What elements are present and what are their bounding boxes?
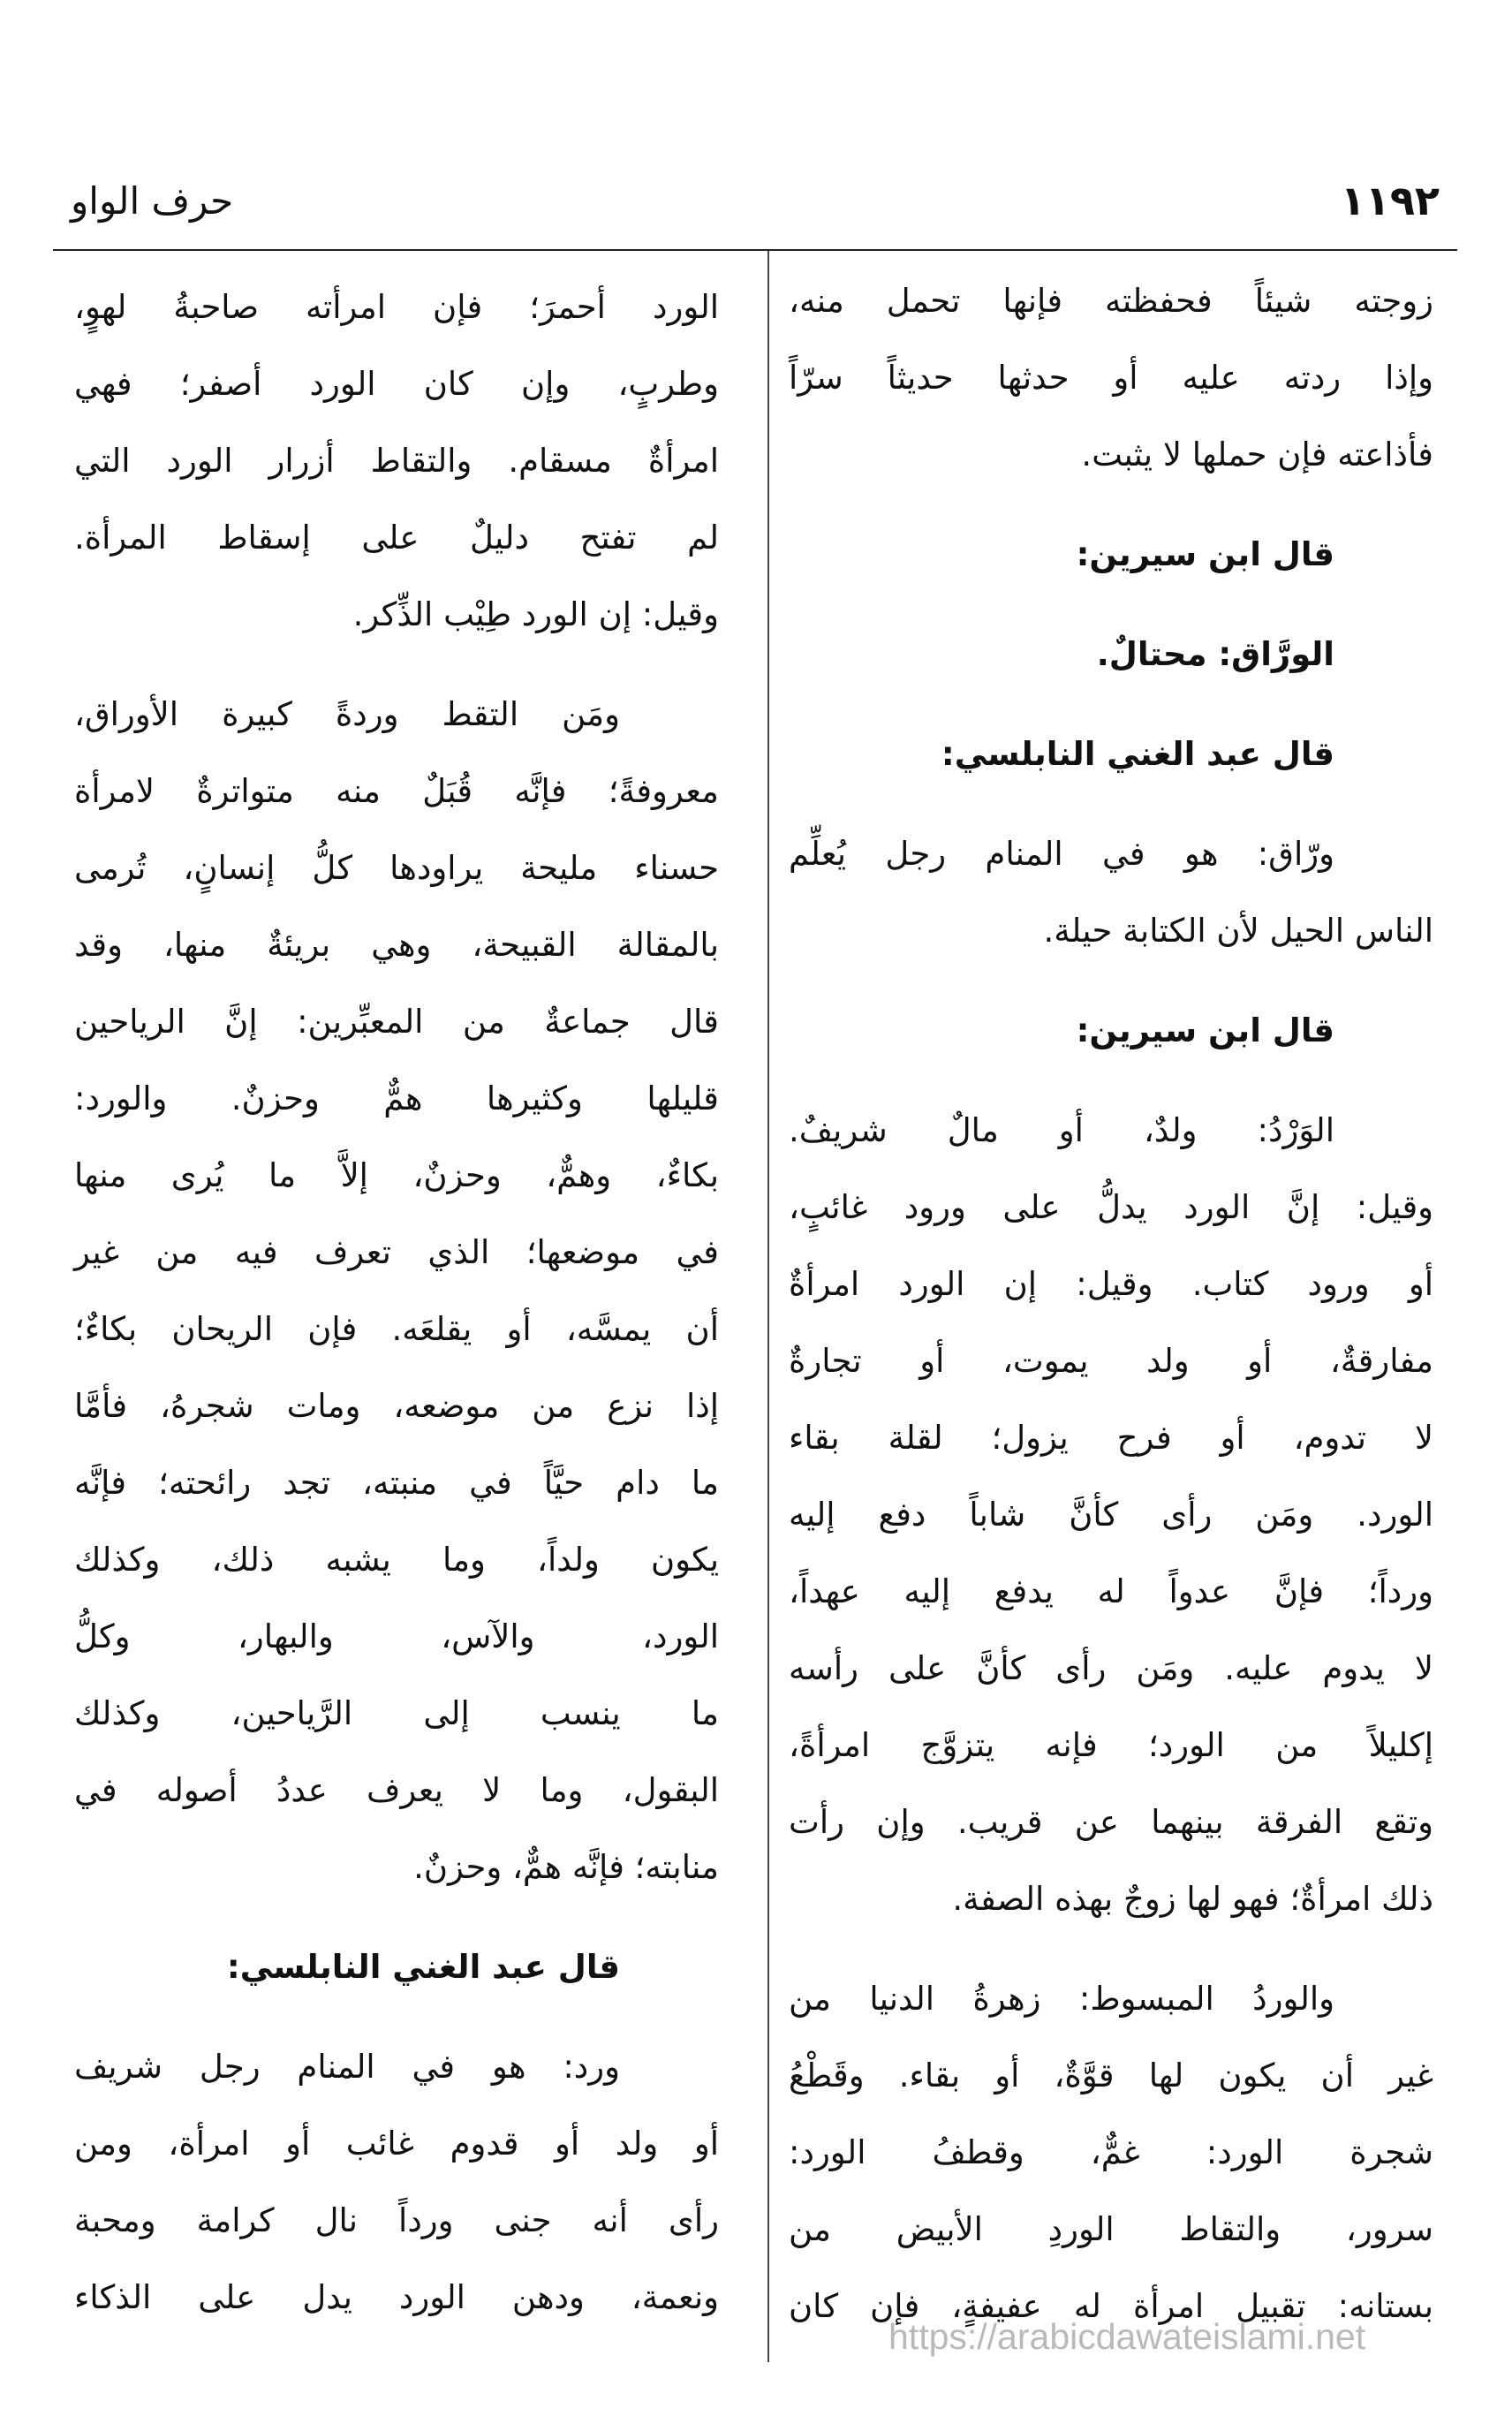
text-line: لا تدوم، أو فرح يزول؛ لقلة بقاء xyxy=(789,1419,1433,1457)
text-line: الوَرْدُ: ولدٌ، أو مالٌ شريفٌ. xyxy=(789,1111,1334,1149)
text-line: بالمقالة القبيحة، وهي بريئةٌ منها، وقد xyxy=(74,926,719,964)
text-line: الورد أحمرَ؛ فإن امرأته صاحبةُ لهوٍ، xyxy=(74,288,719,326)
text-line: امرأةٌ مسقام. والتقاط أزرار الورد التي xyxy=(74,442,719,480)
text-line: ما ينسب إلى الرَّياحين، وكذلك xyxy=(74,1694,719,1732)
heading-text: قال ابن سيرين: xyxy=(1076,535,1334,573)
text-line: إكليلاً من الورد؛ فإنه يتزوَّج امرأةً، xyxy=(789,1726,1433,1764)
text-line: وقيل: إنَّ الورد يدلُّ على ورود غائبٍ، xyxy=(789,1188,1433,1226)
paragraph xyxy=(789,262,1433,493)
text-line: ومَن التقط وردةً كبيرة الأوراق، xyxy=(74,695,620,733)
section-heading xyxy=(789,516,1433,593)
text-line: قال جماعةٌ من المعبِّرين: إنَّ الرياحين xyxy=(74,1003,719,1041)
text-line: أو ولد أو قدوم غائب أو امرأة، ومن xyxy=(74,2125,719,2163)
section-heading xyxy=(789,992,1433,1069)
text-line: ورداً؛ فإنَّ عدواً له يدفع إليه عهداً، xyxy=(789,1572,1433,1610)
text-line: سرور، والتقاط الوردِ الأبيض من xyxy=(789,2210,1433,2248)
text-line: يكون ولداً، وما يشبه ذلك، وكذلك xyxy=(74,1541,719,1579)
text-line: في موضعها؛ الذي تعرف فيه من غير xyxy=(74,1233,719,1271)
text-line: زوجته شيئاً فحفظته فإنها تحمل منه، xyxy=(789,282,1433,320)
text-line: منابته؛ فإنَّه همٌّ، وحزنٌ. xyxy=(413,1848,719,1886)
section-heading xyxy=(789,616,1433,693)
text-line: الناس الحيل لأن الكتابة حيلة. xyxy=(1043,912,1433,950)
heading-text: قال ابن سيرين: xyxy=(1076,1011,1334,1049)
text-line: شجرة الورد: غمٌّ، وقطفُ الورد: xyxy=(789,2133,1433,2171)
text-line: ذلك امرأةٌ؛ فهو لها زوجٌ بهذه الصفة. xyxy=(952,1880,1433,1918)
text-line: الورد. ومَن رأى كأنَّ شاباً دفع إليه xyxy=(789,1496,1433,1534)
text-line: البقول، وما لا يعرف عددُ أصوله في xyxy=(74,1771,719,1809)
heading-text: الورَّاق: محتالٌ. xyxy=(1096,635,1334,673)
page-number: ١١٩٢ xyxy=(1340,177,1440,224)
right-column xyxy=(789,262,1433,2344)
text-line: وتقع الفرقة بينهما عن قريب. وإن رأت xyxy=(789,1803,1433,1841)
section-heading xyxy=(789,716,1433,792)
column-divider xyxy=(767,251,769,2362)
text-line: ورد: هو في المنام رجل شريف xyxy=(74,2048,620,2086)
left-column xyxy=(74,269,719,2336)
text-line: ورّاق: هو في المنام رجل يُعلِّم xyxy=(789,835,1334,873)
text-line: أو ورود كتاب. وقيل: إن الورد امرأةٌ xyxy=(789,1265,1433,1303)
heading-text: قال عبد الغني النابلسي: xyxy=(226,1948,620,1986)
paragraph xyxy=(789,815,1433,969)
watermark: https://arabicdawateislami.net xyxy=(888,2316,1366,2357)
paragraph xyxy=(789,1092,1433,1937)
text-line: حسناء مليحة يراودها كلُّ إنسانٍ، تُرمى xyxy=(74,849,719,887)
section-heading xyxy=(74,1928,719,2005)
text-line: وطربٍ، وإن كان الورد أصفر؛ فهي xyxy=(74,365,719,403)
text-line: وإذا ردته عليه أو حدثها حديثاً سرّاً xyxy=(789,359,1433,397)
text-line: الورد، والآس، والبهار، وكلُّ xyxy=(74,1617,719,1655)
text-line: معروفةً؛ فإنَّه قُبَلٌ منه متواترةٌ لامرأة xyxy=(74,772,719,810)
text-line: غير أن يكون لها قوَّةٌ، أو بقاء. وقَطْعُ xyxy=(789,2057,1433,2094)
text-line: بستانه: تقبيل امرأة له عفيفةٍ، فإن كان xyxy=(789,2287,1433,2325)
text-line: فأذاعته فإن حملها لا يثبت. xyxy=(1081,436,1433,473)
text-line: إذا نزع من موضعه، ومات شجرهُ، فأمَّا xyxy=(74,1387,719,1425)
text-line: أن يمسَّه، أو يقلعَه. فإن الريحان بكاءٌ؛ xyxy=(74,1310,719,1348)
text-line: مفارقةٌ، أو ولد يموت، أو تجارةٌ xyxy=(789,1342,1433,1380)
paragraph xyxy=(74,676,719,1905)
text-line: قليلها وكثيرها همٌّ وحزنٌ. والورد: xyxy=(74,1079,719,1117)
text-line: وقيل: إن الورد طِيْب الذِّكر. xyxy=(352,595,719,633)
header-rule xyxy=(53,249,1457,251)
text-line: رأى أنه جنى ورداً نال كرامة ومحبة xyxy=(74,2201,719,2239)
paragraph xyxy=(789,1960,1433,2344)
chapter-title: حرف الواو xyxy=(71,179,234,223)
text-line: والوردُ المبسوط: زهرةُ الدنيا من xyxy=(789,1980,1334,2018)
text-line: لا يدوم عليه. ومَن رأى كأنَّ على رأسه xyxy=(789,1649,1433,1687)
text-line: لم تفتح دليلٌ على إسقاط المرأة. xyxy=(74,519,719,557)
heading-text: قال عبد الغني النابلسي: xyxy=(941,735,1334,773)
paragraph xyxy=(74,269,719,653)
paragraph xyxy=(74,2028,719,2336)
text-line: ونعمة، ودهن الورد يدل على الذكاء xyxy=(74,2278,719,2316)
text-line: بكاءٌ، وهمٌّ، وحزنٌ، إلاَّ ما يُرى منها xyxy=(74,1156,719,1194)
text-line: ما دام حيَّاً في منبته، تجد رائحته؛ فإنَّه xyxy=(74,1464,719,1502)
